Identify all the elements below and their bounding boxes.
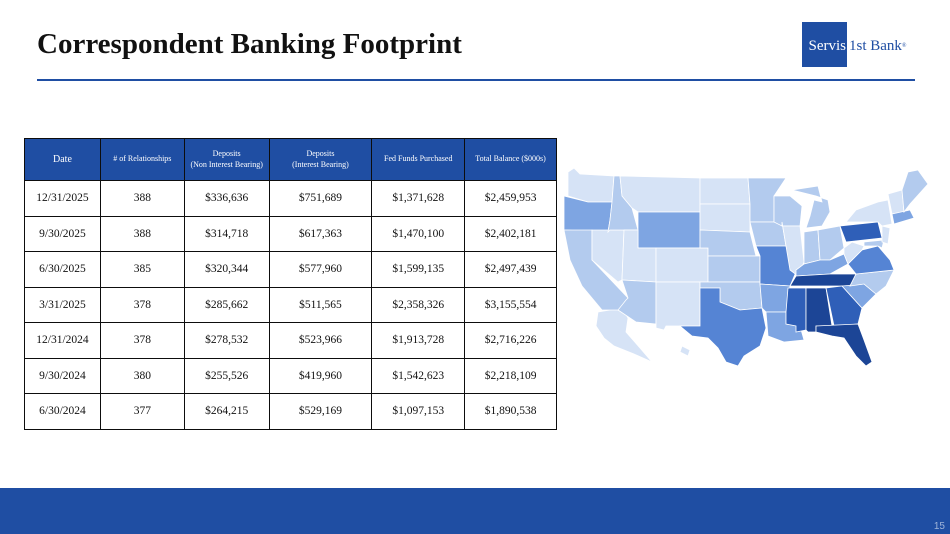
logo-box-text: Servis bbox=[808, 38, 846, 54]
logo-box bbox=[802, 22, 847, 67]
table-header-row bbox=[25, 139, 557, 181]
header-relationships bbox=[100, 139, 184, 181]
cell-fed-funds: $1,371,628 bbox=[372, 181, 465, 217]
cell-fed-funds: $1,599,135 bbox=[372, 252, 465, 288]
cell-deposits-interest: $617,363 bbox=[269, 216, 372, 252]
cell-total-balance: $2,716,226 bbox=[465, 323, 557, 359]
cell-relationships: 388 bbox=[100, 216, 184, 252]
servis1st-bank-logo bbox=[802, 22, 906, 67]
state-indiana bbox=[804, 230, 820, 264]
page-number: 15 bbox=[933, 521, 945, 532]
state-maine bbox=[902, 170, 928, 212]
cell-deposits-interest: $529,169 bbox=[269, 394, 372, 430]
table-row bbox=[25, 323, 557, 359]
cell-relationships: 378 bbox=[100, 287, 184, 323]
cell-relationships: 385 bbox=[100, 252, 184, 288]
cell-deposits-non-interest: $320,344 bbox=[184, 252, 269, 288]
state-florida bbox=[816, 324, 872, 366]
state-new-mexico bbox=[656, 282, 700, 330]
cell-total-balance: $1,890,538 bbox=[465, 394, 557, 430]
cell-date: 9/30/2025 bbox=[25, 216, 101, 252]
cell-fed-funds: $1,542,623 bbox=[372, 358, 465, 394]
cell-relationships: 388 bbox=[100, 181, 184, 217]
cell-total-balance: $2,459,953 bbox=[465, 181, 557, 217]
state-montana bbox=[620, 176, 700, 212]
header-date bbox=[25, 139, 101, 181]
cell-deposits-interest: $523,966 bbox=[269, 323, 372, 359]
cell-fed-funds: $1,913,728 bbox=[372, 323, 465, 359]
cell-date: 12/31/2025 bbox=[25, 181, 101, 217]
table-row bbox=[25, 358, 557, 394]
cell-date: 6/30/2025 bbox=[25, 252, 101, 288]
cell-relationships: 380 bbox=[100, 358, 184, 394]
page-title: Correspondent Banking Footprint bbox=[37, 28, 462, 60]
state-tennessee bbox=[790, 274, 856, 286]
us-states-footprint-map bbox=[560, 150, 950, 372]
state-new-york bbox=[846, 200, 892, 226]
footer-band bbox=[0, 488, 950, 534]
header-label: # of Relationships bbox=[113, 154, 172, 164]
cell-date: 9/30/2024 bbox=[25, 358, 101, 394]
state-vermont-new-hampshire bbox=[888, 190, 904, 214]
cell-total-balance: $3,155,554 bbox=[465, 287, 557, 323]
cell-deposits-non-interest: $336,636 bbox=[184, 181, 269, 217]
table-row bbox=[25, 252, 557, 288]
header-label: Deposits bbox=[212, 148, 241, 158]
cell-date: 12/31/2024 bbox=[25, 323, 101, 359]
cell-total-balance: $2,218,109 bbox=[465, 358, 557, 394]
table-body bbox=[25, 181, 557, 430]
header-deposits-interest bbox=[269, 139, 372, 181]
table-row bbox=[25, 287, 557, 323]
cell-deposits-interest: $511,565 bbox=[269, 287, 372, 323]
cell-deposits-non-interest: $285,662 bbox=[184, 287, 269, 323]
cell-deposits-interest: $419,960 bbox=[269, 358, 372, 394]
cell-date: 6/30/2024 bbox=[25, 394, 101, 430]
state-wisconsin bbox=[774, 196, 802, 226]
table-row bbox=[25, 216, 557, 252]
cell-total-balance: $2,497,439 bbox=[465, 252, 557, 288]
state-washington bbox=[568, 168, 614, 202]
cell-relationships: 378 bbox=[100, 323, 184, 359]
header-label: Date bbox=[53, 153, 72, 165]
state-new-jersey bbox=[882, 226, 890, 244]
cell-deposits-non-interest: $264,215 bbox=[184, 394, 269, 430]
table-row bbox=[25, 181, 557, 217]
state-ohio bbox=[818, 226, 844, 260]
state-hawaii bbox=[680, 346, 690, 356]
header-deposits-non-interest bbox=[184, 139, 269, 181]
state-arkansas bbox=[760, 284, 790, 312]
table-row bbox=[25, 394, 557, 430]
state-north-dakota bbox=[700, 178, 750, 204]
header-fed-funds bbox=[372, 139, 465, 181]
state-colorado bbox=[656, 248, 708, 282]
state-nebraska bbox=[700, 230, 756, 256]
state-wyoming bbox=[638, 212, 700, 248]
cell-total-balance: $2,402,181 bbox=[465, 216, 557, 252]
cell-deposits-interest: $751,689 bbox=[269, 181, 372, 217]
state-south-dakota bbox=[700, 204, 750, 232]
cell-relationships: 377 bbox=[100, 394, 184, 430]
cell-deposits-non-interest: $314,718 bbox=[184, 216, 269, 252]
header-sublabel: (Non Interest Bearing) bbox=[190, 159, 263, 169]
header-sublabel: (Interest Bearing) bbox=[292, 159, 349, 169]
cell-date: 3/31/2025 bbox=[25, 287, 101, 323]
correspondent-banking-table bbox=[24, 138, 557, 430]
cell-fed-funds: $1,097,153 bbox=[372, 394, 465, 430]
logo-rest-text: 1st Bank bbox=[849, 38, 902, 54]
header-total-balance bbox=[465, 139, 557, 181]
logo-wordmark bbox=[847, 22, 906, 67]
cell-deposits-interest: $577,960 bbox=[269, 252, 372, 288]
state-shapes bbox=[564, 168, 928, 366]
header-label: Total Balance ($000s) bbox=[475, 154, 546, 164]
header-label: Deposits bbox=[306, 148, 335, 158]
cell-deposits-non-interest: $278,532 bbox=[184, 323, 269, 359]
cell-deposits-non-interest: $255,526 bbox=[184, 358, 269, 394]
cell-fed-funds: $2,358,326 bbox=[372, 287, 465, 323]
header-label: Fed Funds Purchased bbox=[384, 154, 453, 164]
state-kansas bbox=[708, 256, 760, 282]
cell-fed-funds: $1,470,100 bbox=[372, 216, 465, 252]
title-divider bbox=[37, 79, 915, 81]
logo-registered-mark: ® bbox=[901, 43, 907, 49]
state-pennsylvania bbox=[840, 222, 882, 242]
